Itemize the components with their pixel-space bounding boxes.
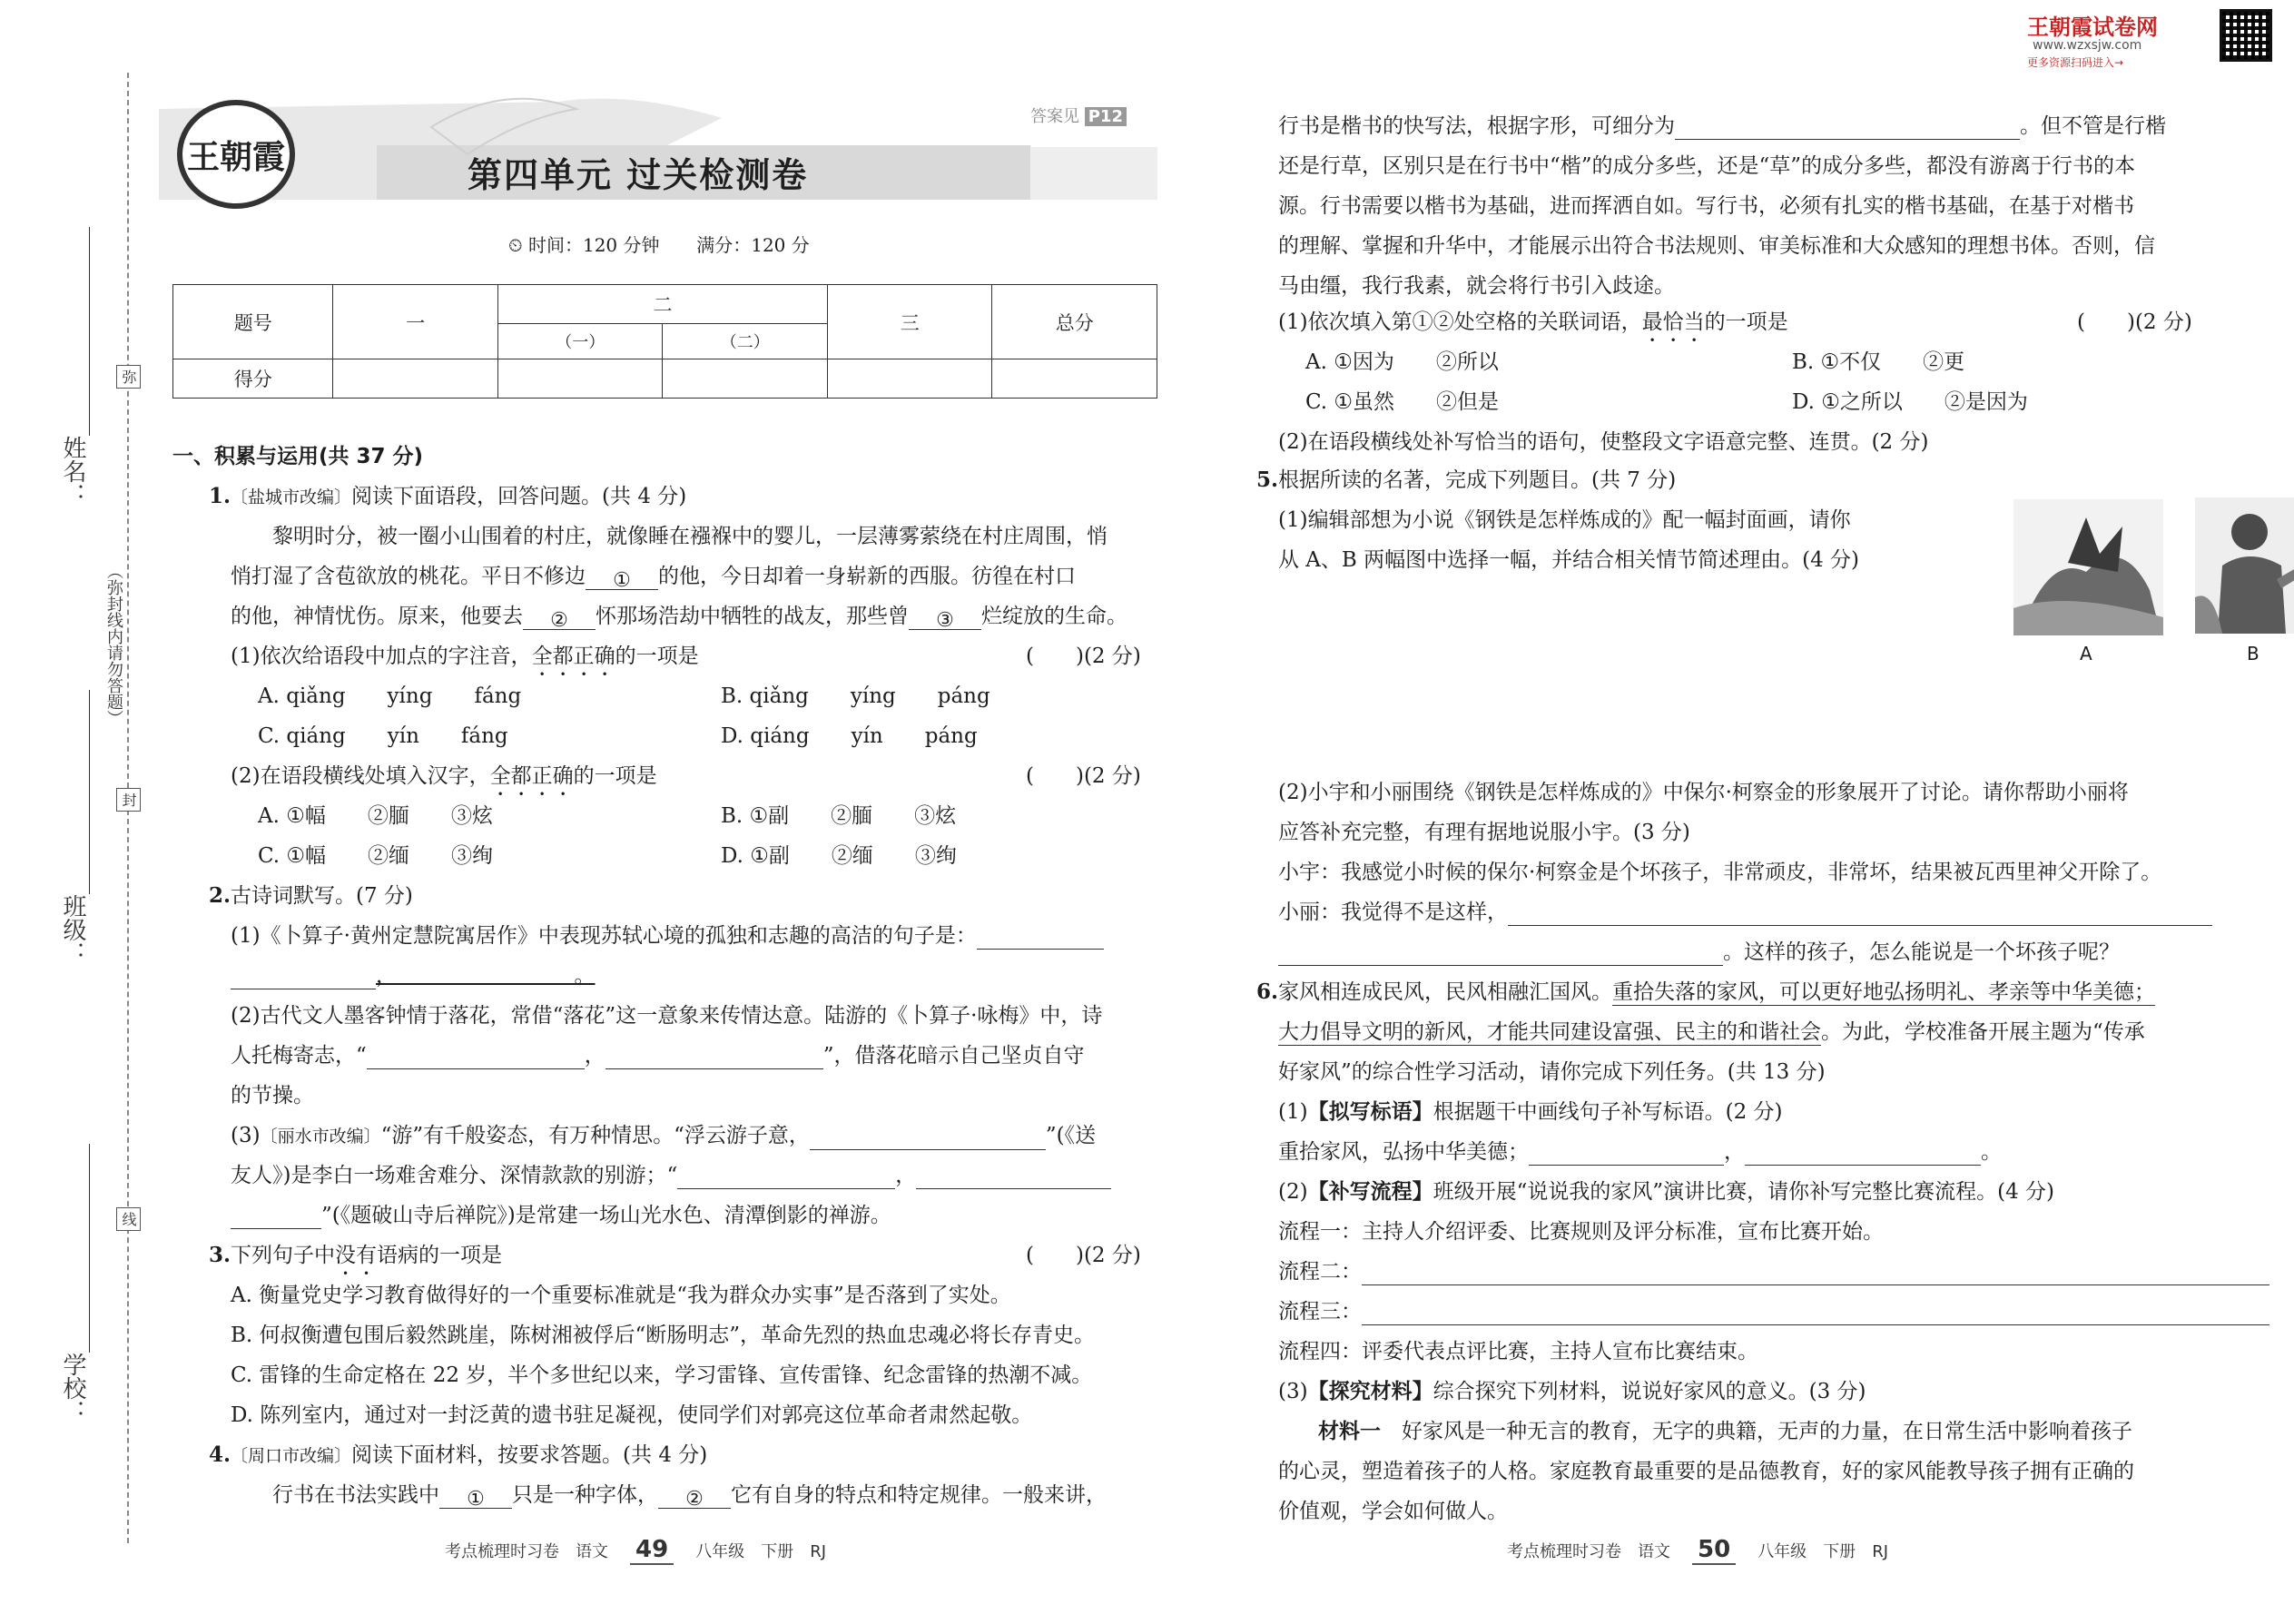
- score-table-row-label: 得分: [173, 359, 333, 399]
- q2-s3-1c: ”(《送: [1045, 1124, 1097, 1147]
- q1-sub2-option-b[interactable]: B. ①副 ②腼 ③炫: [721, 804, 957, 828]
- q4-sub1-dot: 最恰当: [1641, 310, 1705, 334]
- footer-volume: 下册: [761, 1542, 794, 1561]
- q2-s3-blank-b[interactable]: [677, 1166, 895, 1189]
- q6-material-1-line-2: 的心灵，塑造着孩子的人格。家庭教育最重要的是品德教育，好的家风能教导孩子拥有正确的: [1278, 1460, 2134, 1483]
- q1-sub1-option-d[interactable]: D. qiáng yín páng: [721, 724, 978, 748]
- q3-answer-slot[interactable]: ( )(2 分): [1026, 1244, 1141, 1267]
- q1-source: 〔盐城市改编〕: [231, 487, 352, 507]
- time-info: 时间：120 分钟: [527, 234, 660, 256]
- q6-l1a: 家风相连成民风，民风相融汇国风。: [1278, 980, 1613, 1004]
- q3-stem-dot: 没有: [335, 1244, 378, 1267]
- section-1-title: 一、积累与运用(共 37 分): [172, 445, 424, 468]
- question-2: [209, 882, 413, 910]
- q4-r1: 行书是楷书的快写法，根据字形，可细分为: [1278, 114, 1675, 138]
- q5-xl: 小丽：我觉得不是这样，: [1278, 901, 1508, 924]
- q6-t1-end: 。: [1981, 1140, 2002, 1164]
- q2-s3-blank-d[interactable]: [231, 1206, 321, 1229]
- q6-t1-label: 【拟写标语】: [1307, 1100, 1433, 1124]
- q2-s3-3: ”(《题破山寺后禅院》)是常建一场山光水色、清潭倒影的禅游。: [321, 1204, 891, 1227]
- footer-page-number: 50: [1692, 1536, 1736, 1565]
- q6-l2b: 。为此，学校准备开展主题为“传承: [1821, 1020, 2145, 1044]
- footer-grade: 八年级: [695, 1542, 745, 1561]
- q4-p1b: 只是一种字体，: [512, 1483, 658, 1507]
- page-title: 第四单元 过关检测卷: [468, 155, 809, 195]
- q6-material-1-label: 材料一: [1318, 1420, 1381, 1443]
- q3-option-b[interactable]: B. 何叔衡遭包围后毅然跳崖，陈树湘被俘后“断肠明志”，革命先烈的热血忠魂必将长存青史。: [231, 1324, 1096, 1347]
- q1-number: 1.: [209, 484, 231, 508]
- school-line: [89, 1144, 90, 1353]
- q6-underlined-sentence-1: 重拾失落的家风，可以更好地弘扬明礼、孝亲等中华美德；: [1612, 980, 2156, 1004]
- footer-series: 考点梳理时习卷: [445, 1542, 559, 1561]
- answer-ref-page: P12: [1085, 107, 1127, 126]
- q1-sub1-option-c[interactable]: C. qiáng yín fáng: [258, 724, 508, 748]
- q5-sub-1-line-1: (1)编辑部想为小说《钢铁是怎样炼成的》配一幅封面画，请你: [1278, 508, 1851, 532]
- q6-t3-a: (3): [1278, 1380, 1308, 1403]
- class-line: [89, 690, 90, 894]
- illustration-a[interactable]: [2013, 499, 2163, 635]
- q4-p1a: 行书在书法实践中: [272, 1483, 439, 1507]
- q6-t1-sep: ，: [1724, 1140, 1745, 1164]
- q4-r1b: 。但不管是行楷: [2020, 114, 2166, 138]
- q2-s2-2a: 人托梅寄志，“: [231, 1044, 367, 1068]
- q1-blank-2[interactable]: ②: [523, 607, 596, 630]
- q1-p3b: 怀那场浩劫中牺牲的战友，那些曾: [596, 605, 909, 628]
- q1-blank-1[interactable]: ①: [586, 567, 658, 590]
- q3-number: 3.: [209, 1243, 231, 1267]
- q5-sub-2-line-1: (2)小宇和小丽围绕《钢铁是怎样炼成的》中保尔·柯察金的形象展开了讨论。请你帮助小丽将: [1278, 781, 2129, 804]
- q1-sub2-option-c[interactable]: C. ①幅 ②缅 ③绚: [258, 844, 494, 868]
- q3-stem-a: 下列句子中: [231, 1244, 336, 1267]
- q4-passage-line-5: 的理解、掌握和升华中，才能展示出符合书法规则、审美标准和大众感知的理想书体。否则，信: [1278, 234, 2155, 258]
- q1-sub2-b: 的一项是: [573, 764, 657, 788]
- q2-sub-2-line-1: (2)古代文人墨客钟情于落花，常借“落花”这一意象来传情达意。陆游的《卜算子·咏梅》中，诗: [231, 1004, 1103, 1028]
- q2-sub-3-line-2: [231, 1162, 1111, 1189]
- q2-s3-2b: ，: [895, 1164, 917, 1187]
- score-table-col-2: 二: [497, 285, 827, 324]
- q4-answer-blank[interactable]: [1675, 117, 2020, 140]
- q4-blank-1[interactable]: ①: [439, 1486, 512, 1509]
- question-4: [209, 1442, 707, 1470]
- q4-number: 4.: [209, 1442, 231, 1467]
- q1-sub2-answer-slot[interactable]: ( )(2 分): [1026, 764, 1141, 788]
- seal-xian: 线: [116, 1207, 141, 1231]
- q2-s3-blank-c[interactable]: [916, 1166, 1111, 1189]
- q5-sub-2-line-2: 应答补充完整，有理有据地说服小宇。(3 分): [1278, 821, 1690, 844]
- q4-passage-line-2: [1278, 113, 2166, 140]
- q1-sub1-dot: 全都正确: [531, 645, 615, 668]
- score-table-sub-a: （一）: [497, 324, 663, 359]
- q6-f3: 流程三：: [1278, 1300, 1362, 1324]
- footer-subject: 语文: [576, 1542, 608, 1561]
- q2-s3-src: 〔丽水市改编〕: [260, 1127, 381, 1147]
- q4-sub1-answer-slot[interactable]: ( )(2 分): [2077, 310, 2192, 334]
- name-label: 姓名：: [59, 436, 86, 507]
- q6-t1-line: 重拾家风，弘扬中华美德；: [1278, 1140, 1529, 1164]
- q6-material-1-line-3: 价值观，学会如何做人。: [1278, 1500, 1508, 1523]
- score-info: 满分：120 分: [696, 234, 810, 256]
- q6-task-2: [1278, 1178, 2054, 1206]
- q5-sub-1-line-2: 从 A、B 两幅图中选择一幅，并结合相关情节简述理由。(4 分): [1278, 548, 1860, 572]
- q2-s3-1b: “游”有千般姿态，有万种情思。“浮云游子意，: [380, 1124, 810, 1147]
- q5-xl-end: 。这样的孩子，怎么能说是一个坏孩子呢？: [1723, 940, 2120, 964]
- q6-m1-1: 好家风是一种无言的教育，无字的典籍，无声的力量，在日常生活中影响着孩子: [1402, 1420, 2132, 1443]
- question-6-line-3: 好家风”的综合性学习活动，请你完成下列任务。(共 13 分): [1278, 1060, 1826, 1084]
- q6-f2: 流程二：: [1278, 1260, 1362, 1284]
- illustration-a-label: A: [2080, 643, 2092, 664]
- q6-flow-2: [1278, 1258, 2269, 1285]
- q4-option-a[interactable]: A. ①因为 ②所以: [1305, 350, 1499, 374]
- class-label: 班级：: [59, 894, 86, 965]
- q2-s3-2a: 友人》)是李白一场难舍难分、深情款款的别游；“: [231, 1164, 678, 1187]
- q1-sub2-option-d[interactable]: D. ①副 ②缅 ③绚: [721, 844, 957, 868]
- illustration-b[interactable]: [2195, 497, 2294, 634]
- q1-passage-line-3: [231, 603, 1127, 630]
- q6-slogan-blank-a[interactable]: [1529, 1143, 1724, 1166]
- q4-sub1-a: (1)依次填入第①②处空格的关联词语，: [1278, 310, 1642, 334]
- q1-sub1-option-a[interactable]: A. qiǎng yíng fáng: [258, 684, 522, 708]
- score-table-col-3: 三: [827, 285, 992, 359]
- q6-t1-b: 根据题干中画线句子补写标语。(2 分): [1433, 1100, 1783, 1124]
- footer-volume: 下册: [1823, 1542, 1856, 1561]
- q4-blank-2[interactable]: ②: [658, 1486, 731, 1509]
- q2-number: 2.: [209, 883, 231, 908]
- q6-underlined-sentence-2: 大力倡导文明的新风，才能共同建设富强、民主的和谐社会: [1278, 1020, 1821, 1044]
- footer-grade: 八年级: [1757, 1542, 1807, 1561]
- q2-sub-3-line-1: [231, 1122, 1096, 1150]
- right-footer: [1507, 1536, 1888, 1563]
- q6-task-1: [1278, 1098, 1782, 1126]
- right-content: [1256, 0, 2277, 1624]
- q2-s2-2c: ”，借落花暗示自己坚贞自守: [822, 1044, 1085, 1068]
- q4-option-d[interactable]: D. ①之所以 ②是因为: [1792, 390, 2028, 414]
- q6-task-1-answer: [1278, 1138, 2002, 1166]
- q4-passage-line-6: 马由缰，我行我素，就会将行书引入歧途。: [1278, 274, 1675, 298]
- q1-sub-2: [231, 763, 657, 801]
- score-table-col-total: 总分: [992, 285, 1157, 359]
- q5-xiaoli-dialogue-cont: [1278, 939, 2120, 966]
- q4-sub1-b: 的一项是: [1704, 310, 1788, 334]
- q1-p3a: 的他，神情忧伤。原来，他要去: [231, 605, 523, 628]
- seal-mi: 弥: [116, 365, 141, 389]
- q1-sub-1: [231, 643, 699, 681]
- q6-flow-1: 流程一：主持人介绍评委、比赛规则及评分标准，宣布比赛开始。: [1278, 1220, 1884, 1244]
- score-table-header-label: 题号: [173, 285, 333, 359]
- q2-s1-end: ， 。: [376, 964, 596, 988]
- seal-note: （弥封线内请勿答题）: [104, 563, 123, 726]
- q1-sub1-a: (1)依次给语段中加点的字注音，: [231, 645, 532, 668]
- binding-strip: [0, 0, 136, 1624]
- q2-stem: 古诗词默写。(7 分): [231, 884, 413, 908]
- q3-stem-b: 语病的一项是: [377, 1244, 503, 1267]
- q6-t3-label: 【探究材料】: [1307, 1380, 1433, 1403]
- q3-option-c[interactable]: C. 雷锋的生命定格在 22 岁，半个多世纪以来，学习雷锋、宣传雷锋、纪念雷锋的热潮不减。: [231, 1363, 1093, 1387]
- q2-s3-blank-a[interactable]: [810, 1127, 1046, 1150]
- left-footer: [445, 1536, 826, 1563]
- q2-s3-1a: (3): [231, 1124, 261, 1147]
- right-page: [1147, 0, 2294, 1624]
- illustration-b-label: B: [2247, 643, 2260, 664]
- q2-sub-1: [231, 922, 1104, 950]
- watermark-url: www.wzxsjw.com: [2033, 38, 2142, 53]
- q6-task-3: [1278, 1378, 1866, 1405]
- q4-source: 〔周口市改编〕: [231, 1446, 352, 1466]
- q1-passage-line-2: [231, 563, 1076, 590]
- q4-sub-1: [1278, 309, 1788, 347]
- q4-p1c: 它有自身的特点和特定规律。一般来讲，: [731, 1483, 1107, 1507]
- q2-s2-blank-b[interactable]: [605, 1047, 823, 1069]
- q5-answer-blank-2[interactable]: [1278, 943, 1723, 966]
- q4-option-b[interactable]: B. ①不仅 ②更: [1792, 350, 1965, 374]
- score-table-col-1: 一: [333, 285, 498, 359]
- q4-sub-2: (2)在语段横线处补写恰当的语句，使整段文字语意完整、连贯。(2 分): [1278, 430, 1929, 454]
- watermark-hint: 更多资源扫码进入→: [2027, 56, 2124, 69]
- q4-passage-line-4: 源。行书需要以楷书为基础，进而挥洒自如。写行书，必须有扎实的楷书基础，在基于对楷书: [1278, 194, 2134, 218]
- question-6-line-1: [1256, 979, 2155, 1006]
- question-3: [209, 1242, 502, 1280]
- q3-option-d[interactable]: D. 陈列室内，通过对一封泛黄的遗书驻足凝视，使同学们对郭亮这位革命者肃然起敬。: [231, 1403, 1033, 1427]
- q6-t2-label: 【补写流程】: [1307, 1180, 1433, 1204]
- q1-sub2-option-a[interactable]: A. ①幅 ②腼 ③炫: [258, 804, 493, 828]
- left-content: [172, 0, 1162, 1624]
- watermark-brand: 王朝霞试卷网: [2027, 15, 2158, 40]
- q2-s1-blank-b[interactable]: [231, 967, 376, 989]
- q6-t1-a: (1): [1278, 1100, 1308, 1124]
- q2-sub-2-line-2: [231, 1042, 1085, 1069]
- q2-sub-3-line-3: [231, 1202, 891, 1229]
- q1-sub2-dot: 全都正确: [489, 764, 574, 788]
- footer-page-number: 49: [630, 1536, 674, 1565]
- question-1: [209, 483, 686, 511]
- q1-blank-3[interactable]: ③: [909, 607, 981, 630]
- q6-slogan-blank-b[interactable]: [1745, 1143, 1981, 1166]
- q1-sub1-b: 的一项是: [615, 645, 699, 668]
- q6-flow-3-blank[interactable]: [1362, 1303, 2269, 1325]
- q4-option-c[interactable]: C. ①虽然 ②但是: [1305, 390, 1500, 414]
- question-6-line-2: [1278, 1019, 2145, 1046]
- footer-edition: RJ: [1872, 1542, 1889, 1561]
- q5-number: 5.: [1256, 468, 1279, 492]
- q2-s2-2b: ，: [584, 1044, 605, 1068]
- school-label: 学校：: [59, 1353, 86, 1423]
- q3-option-a[interactable]: A. 衡量党史学习教育做得好的一个重要标准就是“我为群众办实事”是否落到了实处。: [231, 1284, 1011, 1307]
- q2-sub-1-cont: [231, 962, 596, 989]
- q1-sub2-a: (2)在语段横线处填入汉字，: [231, 764, 490, 788]
- footer-edition: RJ: [810, 1542, 827, 1561]
- q6-t2-a: (2): [1278, 1180, 1308, 1204]
- q4-passage-line-1: [272, 1481, 1107, 1509]
- q1-p2b: 的他，今日却着一身崭新的西服。彷徨在村口: [658, 565, 1076, 588]
- answer-ref-label: 答案见: [1030, 107, 1079, 126]
- q6-flow-4: 流程四：评委代表点评比赛，主持人宣布比赛结束。: [1278, 1340, 1758, 1363]
- q6-t2-b: 班级开展“说说我的家风”演讲比赛，请你补写完整比赛流程。(4 分): [1433, 1180, 2055, 1204]
- q2-sub-2-line-3: 的节操。: [231, 1084, 314, 1107]
- logo-text: 王朝霞: [186, 137, 285, 176]
- q5-xiaoli-dialogue: [1278, 899, 2212, 926]
- q6-number: 6.: [1256, 979, 1279, 1004]
- q5-answer-blank-1[interactable]: [1508, 903, 2212, 926]
- q6-material-1-line-1: [1318, 1418, 2132, 1445]
- seal-feng: 封: [116, 788, 141, 812]
- q2-s1: (1)《卜算子·黄州定慧院寓居作》中表现苏轼心境的孤独和志趣的高洁的句子是：: [231, 924, 977, 948]
- q2-s1-blank-a[interactable]: [977, 927, 1104, 950]
- q1-p2a: 悄打湿了含苞欲放的桃花。平日不修边: [231, 565, 586, 588]
- q5-stem: 根据所读的名著，完成下列题目。(共 7 分): [1278, 468, 1677, 492]
- q1-passage-line-1: 黎明时分，被一圈小山围着的村庄，就像睡在襁褓中的婴儿，一层薄雾萦绕在村庄周围，悄: [272, 525, 1108, 548]
- footer-series: 考点梳理时习卷: [1507, 1542, 1621, 1561]
- q6-t3-b: 综合探究下列材料，说说好家风的意义。(3 分): [1433, 1380, 1866, 1403]
- q6-flow-3: [1278, 1298, 2269, 1325]
- q6-flow-2-blank[interactable]: [1362, 1263, 2269, 1285]
- q5-xiaoyu-dialogue: 小宇：我感觉小时候的保尔·柯察金是个坏孩子，非常顽皮，非常坏，结果被瓦西里神父开除了。: [1278, 861, 2162, 884]
- q4-stem: 阅读下面材料，按要求答题。(共 4 分): [351, 1443, 708, 1467]
- q1-stem: 阅读下面语段，回答问题。(共 4 分): [351, 485, 687, 508]
- q1-sub1-answer-slot[interactable]: ( )(2 分): [1026, 645, 1141, 668]
- clock-icon: ⏲: [508, 234, 523, 256]
- question-5: [1256, 467, 1676, 494]
- q4-passage-line-3: 还是行草，区别只是在行书中“楷”的成分多些，还是“草”的成分多些，都没有游离于行书的本: [1278, 154, 2136, 178]
- q1-sub1-option-b[interactable]: B. qiǎng yíng páng: [721, 684, 990, 708]
- name-line: [89, 227, 90, 436]
- q1-p3c: 烂绽放的生命。: [981, 605, 1127, 628]
- footer-subject: 语文: [1638, 1542, 1670, 1561]
- score-table-sub-b: （二）: [663, 324, 828, 359]
- q2-s2-blank-a[interactable]: [367, 1047, 585, 1069]
